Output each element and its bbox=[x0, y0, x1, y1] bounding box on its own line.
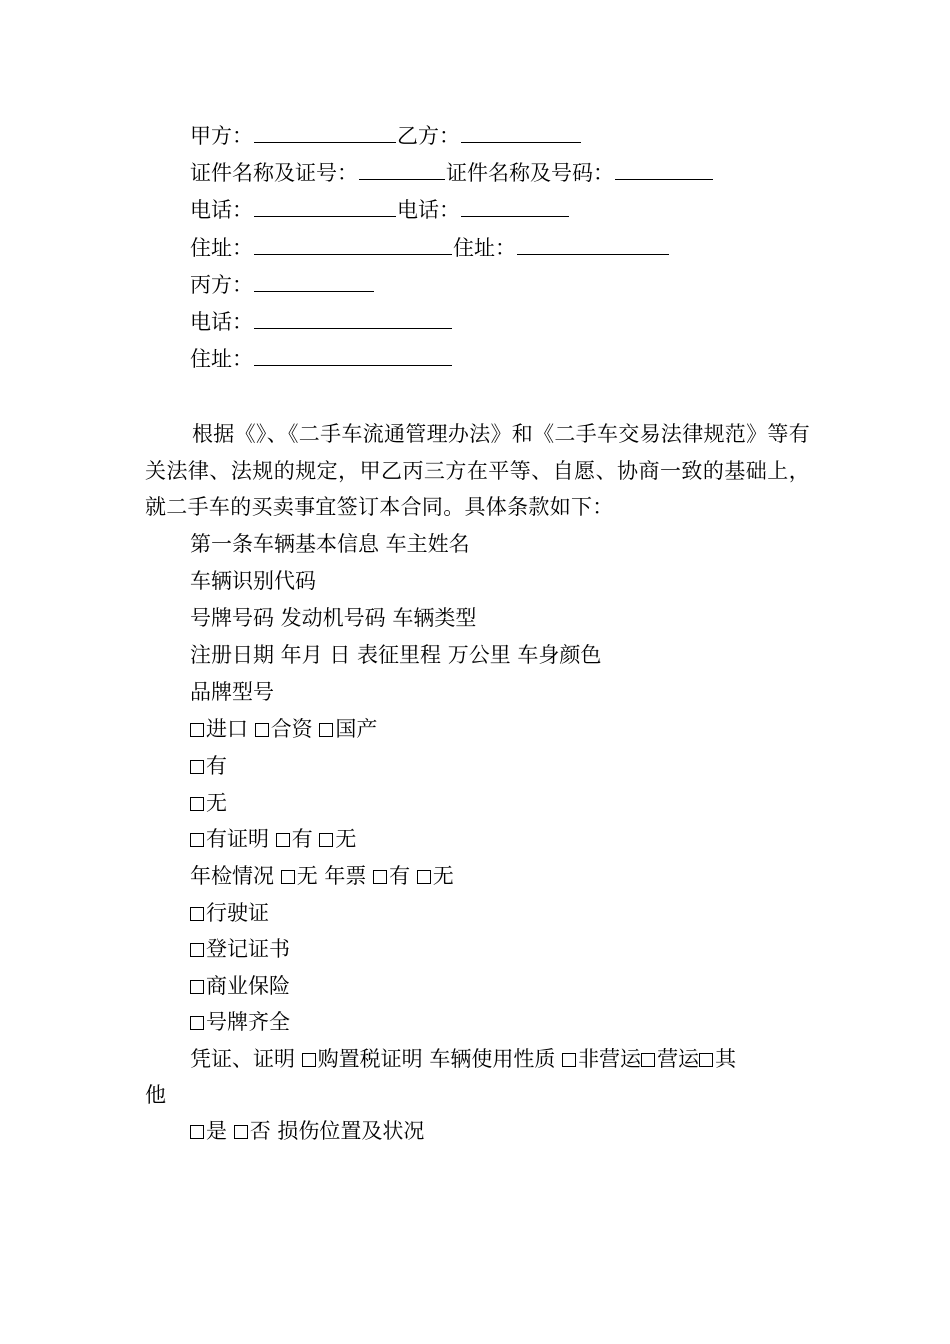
checkbox-inspection-none[interactable] bbox=[281, 870, 295, 884]
damage-label: 损伤位置及状况 bbox=[277, 1119, 425, 1143]
proof-yes-label: 有 bbox=[291, 827, 313, 851]
checkbox-proof-yes[interactable] bbox=[276, 833, 290, 847]
registration-label: 登记证书 bbox=[206, 937, 290, 961]
id-a-blank bbox=[359, 159, 445, 180]
article1-title: 第一条车辆基本信息 车主姓名 bbox=[190, 532, 470, 556]
address-b-blank bbox=[517, 234, 669, 255]
non-commercial-label: 非营运 bbox=[578, 1047, 642, 1071]
other-label-head: 其 bbox=[715, 1047, 737, 1071]
checkbox-ticket-none[interactable] bbox=[417, 870, 431, 884]
checkbox-plates[interactable] bbox=[190, 1016, 204, 1030]
checkbox-yes[interactable] bbox=[190, 1125, 204, 1139]
id-row bbox=[190, 159, 714, 187]
commercial-label: 营运 bbox=[657, 1047, 700, 1071]
inspection-none-label: 无 bbox=[296, 864, 318, 888]
party-a-blank bbox=[254, 122, 396, 143]
checkbox-ticket-has[interactable] bbox=[373, 870, 387, 884]
checkbox-domestic[interactable] bbox=[319, 723, 333, 737]
phone-row bbox=[190, 196, 570, 224]
intro-paragraph: 根据《》、《二手车流通管理办法》和《二手车交易法律规范》等有关法律、法规的规定，甲乙丙三方在平等、自愿、协商一致的基础上，就二手车的买卖事宜签订本合同。具体条款如下： bbox=[145, 422, 810, 519]
address-label-b: 住址： bbox=[453, 236, 516, 260]
address-c-row bbox=[190, 345, 453, 373]
other-tail-row bbox=[145, 1081, 166, 1109]
vin-line: 车辆识别代码 bbox=[190, 569, 316, 593]
origin-domestic-label: 国产 bbox=[335, 717, 378, 741]
address-c-blank bbox=[254, 345, 452, 366]
no-label: 否 bbox=[249, 1119, 271, 1143]
yes-label: 是 bbox=[206, 1119, 227, 1143]
ticket-label: 年票 bbox=[324, 864, 367, 888]
party-b-label: 乙方： bbox=[397, 124, 460, 148]
docs-label: 凭证、证明 bbox=[190, 1047, 295, 1071]
origin-row bbox=[190, 715, 377, 743]
phone-label-b: 电话： bbox=[397, 198, 460, 222]
phone-c-row bbox=[190, 308, 453, 336]
checkbox-registration[interactable] bbox=[190, 943, 204, 957]
other-label-tail: 他 bbox=[145, 1083, 166, 1107]
party-a-label: 甲方： bbox=[190, 124, 253, 148]
checkbox-commercial[interactable] bbox=[641, 1053, 655, 1067]
checkbox-import[interactable] bbox=[190, 723, 204, 737]
plates-label: 号牌齐全 bbox=[206, 1010, 290, 1034]
party-c-row bbox=[190, 271, 375, 299]
phone-b-blank bbox=[461, 196, 569, 217]
id-label-b: 证件名称及号码： bbox=[446, 161, 614, 185]
party-c-blank bbox=[254, 271, 374, 292]
party-b-blank bbox=[461, 122, 581, 143]
checkbox-proof-no[interactable] bbox=[319, 833, 333, 847]
plates-row bbox=[190, 1008, 290, 1036]
id-b-blank bbox=[615, 159, 713, 180]
checkbox-has-proof[interactable] bbox=[190, 833, 204, 847]
has-label: 有 bbox=[206, 754, 227, 778]
ticket-has-label: 有 bbox=[389, 864, 411, 888]
checkbox-other[interactable] bbox=[699, 1053, 713, 1067]
inspection-row bbox=[190, 862, 454, 890]
ticket-none-label: 无 bbox=[432, 864, 454, 888]
phone-label-a: 电话： bbox=[190, 198, 253, 222]
none-label: 无 bbox=[206, 791, 227, 815]
checkbox-joint-venture[interactable] bbox=[255, 723, 269, 737]
proof-no-label: 无 bbox=[335, 827, 357, 851]
checkbox-insurance[interactable] bbox=[190, 980, 204, 994]
plate-line: 号牌号码 发动机号码 车辆类型 bbox=[190, 606, 477, 630]
phone-c-blank bbox=[254, 308, 452, 329]
registration-date-line: 注册日期 年月 日 表征里程 万公里 车身颜色 bbox=[190, 643, 602, 667]
checkbox-no[interactable] bbox=[234, 1125, 248, 1139]
checkbox-non-commercial[interactable] bbox=[562, 1053, 576, 1067]
phone-label-c: 电话： bbox=[190, 310, 253, 334]
brand-line: 品牌型号 bbox=[190, 680, 274, 704]
usage-label: 车辆使用性质 bbox=[429, 1047, 556, 1071]
party-c-label: 丙方： bbox=[190, 273, 253, 297]
address-row bbox=[190, 234, 670, 262]
origin-joint-label: 合资 bbox=[270, 717, 313, 741]
tax-proof-label: 购置税证明 bbox=[317, 1047, 423, 1071]
registration-row bbox=[190, 935, 290, 963]
damage-row bbox=[190, 1117, 424, 1145]
has-row bbox=[190, 752, 227, 780]
license-label: 行驶证 bbox=[206, 901, 269, 925]
docs-row bbox=[190, 1045, 736, 1073]
id-label-a: 证件名称及证号： bbox=[190, 161, 358, 185]
party-a-row bbox=[190, 122, 582, 150]
address-label-a: 住址： bbox=[190, 236, 253, 260]
proof-row bbox=[190, 825, 356, 853]
insurance-row bbox=[190, 972, 290, 1000]
checkbox-tax-proof[interactable] bbox=[302, 1053, 316, 1067]
checkbox-none[interactable] bbox=[190, 797, 204, 811]
inspection-label: 年检情况 bbox=[190, 864, 274, 888]
address-a-blank bbox=[254, 234, 452, 255]
phone-a-blank bbox=[254, 196, 396, 217]
origin-import-label: 进口 bbox=[206, 717, 248, 741]
license-row bbox=[190, 899, 269, 927]
has-proof-label: 有证明 bbox=[206, 827, 269, 851]
checkbox-license[interactable] bbox=[190, 907, 204, 921]
insurance-label: 商业保险 bbox=[206, 974, 290, 998]
none-row bbox=[190, 789, 227, 817]
address-label-c: 住址： bbox=[190, 347, 253, 371]
checkbox-has[interactable] bbox=[190, 760, 204, 774]
